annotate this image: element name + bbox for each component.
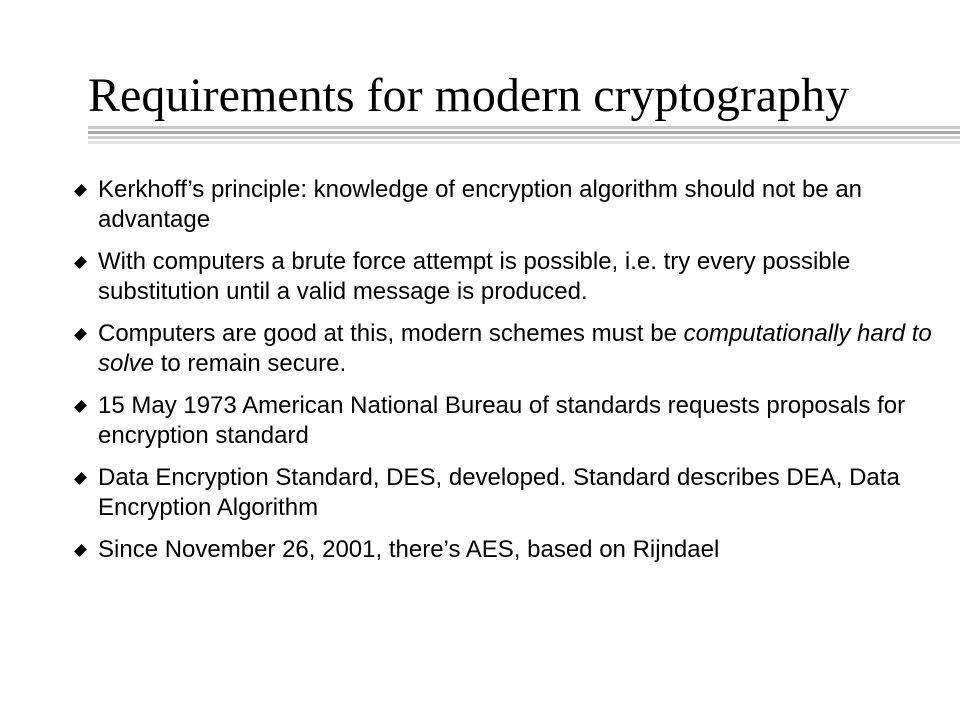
bullet-item — [76, 463, 936, 523]
bullet-text-segment: With computers a brute force attempt is possible, i.e. try every possible substitution until a valid message is produced. — [98, 248, 851, 305]
bullet-item — [76, 535, 936, 565]
title-underline-rule — [88, 141, 960, 144]
bullet-text-segment: Computers are good at this, modern schemes must be — [98, 320, 684, 347]
bullet-text — [98, 176, 862, 233]
bullet-text-segment: to remain secure. — [154, 350, 347, 377]
bullet-text-segment: Since November 26, 2001, there’s AES, based on Rijndael — [98, 536, 720, 563]
bullet-item — [76, 247, 936, 307]
slide-title: Requirements for modern cryptography — [88, 69, 850, 122]
bullet-item — [76, 319, 936, 379]
diamond-bullet-icon — [74, 256, 87, 269]
title-underline-rule — [88, 131, 960, 134]
diamond-bullet-icon — [74, 472, 87, 485]
bullet-text — [98, 464, 900, 521]
bullet-text — [98, 536, 719, 563]
diamond-bullet-icon — [74, 544, 87, 557]
bullet-text-segment: Data Encryption Standard, DES, developed. Standard describes DEA, Data Encryption Algorithm — [98, 464, 900, 521]
bullet-text-segment: Kerkhoff’s principle: knowledge of encryption algorithm should not be an advantage — [98, 176, 863, 233]
bullet-text-emphasis: computationally hard to solve — [98, 320, 932, 377]
bullet-text-segment: 15 May 1973 American National Bureau of standards requests proposals for encryption standard — [98, 392, 906, 449]
bullet-text — [98, 392, 905, 449]
title-underline-rule — [88, 126, 960, 129]
diamond-bullet-icon — [74, 328, 87, 341]
diamond-bullet-icon — [74, 184, 87, 197]
title-underline-rule — [88, 136, 960, 139]
bullet-item — [76, 391, 936, 451]
bullet-text — [98, 248, 850, 305]
diamond-bullet-icon — [74, 400, 87, 413]
bullet-item — [76, 175, 936, 235]
bullet-list — [76, 175, 936, 577]
bullet-text — [98, 320, 932, 377]
